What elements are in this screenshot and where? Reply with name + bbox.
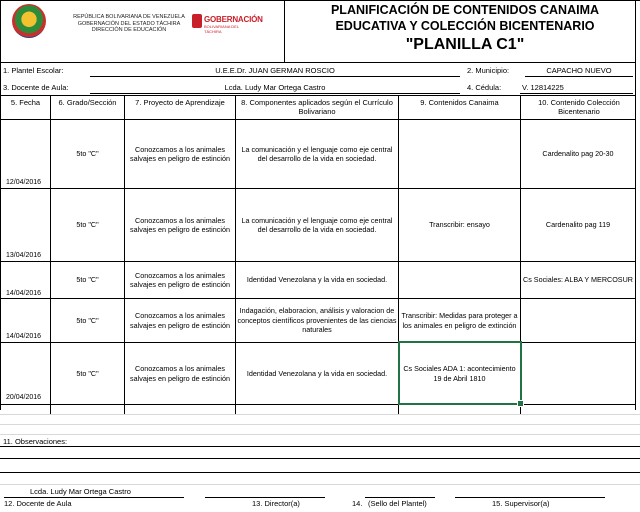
- col-divider-2: [124, 95, 125, 414]
- row-4-proyecto[interactable]: Conozcamos a los animales salvajes en peligro de estinción: [130, 311, 230, 330]
- plantel-value[interactable]: U.E.E.Dr. JUAN GERMAN ROSCIO: [215, 66, 335, 75]
- table-top: [0, 95, 636, 96]
- supervisor-signature-line: [455, 497, 605, 498]
- row-1-canaima[interactable]: [400, 120, 519, 188]
- row-5-bicentenario[interactable]: [522, 343, 634, 404]
- col-header-grado: 6. Grado/Sección: [58, 98, 117, 107]
- seal-line-2: GOBERNACIÓN DEL ESTADO TÁCHIRA: [77, 20, 181, 27]
- title-line-3: "PLANILLA C1": [405, 36, 525, 53]
- footer-director-label: 13. Director(a): [252, 499, 300, 508]
- director-signature-line: [205, 497, 325, 498]
- observaciones-label: 11. Observaciones:: [3, 437, 68, 446]
- gridline-4: [0, 484, 640, 485]
- docente-label: 3. Docente de Aula:: [3, 83, 69, 92]
- plantel-underline: [90, 76, 460, 77]
- sello-line: [365, 497, 435, 498]
- footer-docente-name: Lcda. Ludy Mar Ortega Castro: [30, 487, 131, 496]
- col-header-proyecto: 7. Proyecto de Aprendizaje: [135, 98, 225, 107]
- docente-underline: [90, 93, 460, 94]
- col-divider-3: [235, 95, 236, 414]
- row-4-componentes[interactable]: Indagación, elaboracion, análisis y valoracion de conceptos científicos provenientes de las ciencias naturales: [237, 306, 397, 335]
- fill-handle[interactable]: [517, 400, 524, 407]
- docente-signature-line: [4, 497, 184, 498]
- col-header-bicentenario: 10. Contenido Colección Bicentenario: [538, 98, 620, 116]
- plantel-label: 1. Plantel Escolar:: [3, 66, 64, 75]
- municipio-value[interactable]: CAPACHO NUEVO: [546, 66, 612, 75]
- row-2-componentes[interactable]: La comunicación y el lenguaje como eje central del desarrollo de la vida en sociedad.: [241, 215, 393, 234]
- gobernacion-logo-sub: BOLIVARIANA DEL TÁCHIRA: [204, 24, 239, 34]
- row-5-grado[interactable]: 5to "C": [76, 368, 99, 378]
- row-3-canaima[interactable]: [400, 262, 519, 298]
- row-1-proyecto[interactable]: Conozcamos a los animales salvajes en peligro de estinción: [130, 144, 230, 163]
- gridline-3: [0, 434, 640, 435]
- row-5-componentes[interactable]: Identidad Venezolana y la vida en sociedad.: [246, 368, 388, 378]
- row-5-fecha[interactable]: 20/04/2016: [6, 394, 42, 401]
- row-1-fecha[interactable]: 12/04/2016: [6, 179, 42, 186]
- obs-line-1: [0, 446, 640, 447]
- gridline-1: [0, 414, 640, 415]
- footer-docente-label: 12. Docente de Aula: [4, 499, 72, 508]
- seal-caption: [54, 14, 204, 34]
- row-3-proyecto[interactable]: Conozcamos a los animales salvajes en peligro de estinción: [130, 270, 230, 289]
- gobernacion-logo: [192, 12, 263, 34]
- obs-line-2: [0, 458, 640, 459]
- footer-supervisor-label: 15. Supervisor(a): [492, 499, 550, 508]
- row-2-fecha[interactable]: 13/04/2016: [6, 252, 42, 259]
- cedula-label: 4. Cédula:: [467, 83, 502, 92]
- footer-sello-label: (Sello del Plantel): [368, 499, 427, 508]
- row-4-bicentenario[interactable]: [522, 299, 634, 342]
- frame-top: [0, 0, 640, 1]
- gobernacion-mark-icon: [192, 14, 202, 28]
- row-1-grado[interactable]: 5to "C": [76, 149, 99, 159]
- col-header-componentes: 8. Componentes aplicados según el Currículo Bolivariano: [241, 98, 393, 116]
- row-5-bottom: [0, 404, 636, 405]
- row-3-bicentenario[interactable]: Cs Sociales: ALBA Y MERCOSUR: [523, 275, 633, 285]
- row-5-proyecto[interactable]: Conozcamos a los animales salvajes en peligro de estinción: [130, 364, 230, 383]
- header-bottom: [0, 62, 636, 63]
- active-cell-selection[interactable]: [398, 341, 522, 405]
- row-5-canaima[interactable]: Cs Sociales ADA 1: acontecimiento 19 de Abril 1810: [403, 364, 516, 383]
- header-divider: [284, 0, 285, 62]
- title-line-1: PLANIFICACIÓN DE CONTENIDOS CANAIMA: [330, 3, 600, 17]
- row-1-componentes[interactable]: La comunicación y el lenguaje como eje central del desarrollo de la vida en sociedad.: [241, 144, 393, 163]
- title-line-2: EDUCATIVA Y COLECCIÓN BICENTENARIO: [335, 19, 595, 33]
- obs-line-3: [0, 472, 640, 473]
- row-4-fecha[interactable]: 14/04/2016: [6, 333, 42, 340]
- col-header-fecha: 5. Fecha: [10, 98, 41, 107]
- header-logos: [0, 0, 280, 52]
- seal-line-3: DIRECCIÓN DE EDUCACIÓN: [91, 27, 167, 33]
- municipio-underline: [525, 76, 633, 77]
- row-2-bicentenario[interactable]: Cardenalito pag 119: [545, 220, 611, 230]
- row-3-componentes[interactable]: Identidad Venezolana y la vida en sociedad.: [246, 275, 388, 285]
- row-2-grado[interactable]: 5to "C": [76, 220, 99, 230]
- footer-sello-num: 14.: [352, 499, 363, 508]
- row-2-proyecto[interactable]: Conozcamos a los animales salvajes en peligro de estinción: [130, 215, 230, 234]
- municipio-label: 2. Municipio:: [467, 66, 510, 75]
- seal-line-1: REPÚBLICA BOLIVARIANA DE VENEZUELA: [73, 14, 185, 20]
- gridline-2: [0, 424, 640, 425]
- gobernacion-logo-word: GOBERNACIÓN: [204, 15, 263, 24]
- docente-value[interactable]: Lcda. Ludy Mar Ortega Castro: [224, 83, 326, 92]
- row-2-canaima[interactable]: Transcribir: ensayo: [429, 220, 490, 230]
- col-header-canaima: 9. Contenidos Canaima: [420, 98, 499, 107]
- cedula-value[interactable]: V. 12814225: [522, 83, 564, 92]
- state-seal-icon: [12, 4, 46, 38]
- row-4-grado[interactable]: 5to "C": [76, 315, 99, 325]
- row-3-fecha[interactable]: 14/04/2016: [6, 290, 42, 297]
- row-1-bicentenario[interactable]: Cardenalito pag 20-30: [542, 149, 614, 159]
- row-4-canaima[interactable]: Transcribir: Medidas para proteger a los animales en peligro de extinción: [401, 311, 518, 330]
- page-title: [300, 2, 630, 55]
- row-3-grado[interactable]: 5to "C": [76, 275, 99, 285]
- cedula-underline: [520, 93, 633, 94]
